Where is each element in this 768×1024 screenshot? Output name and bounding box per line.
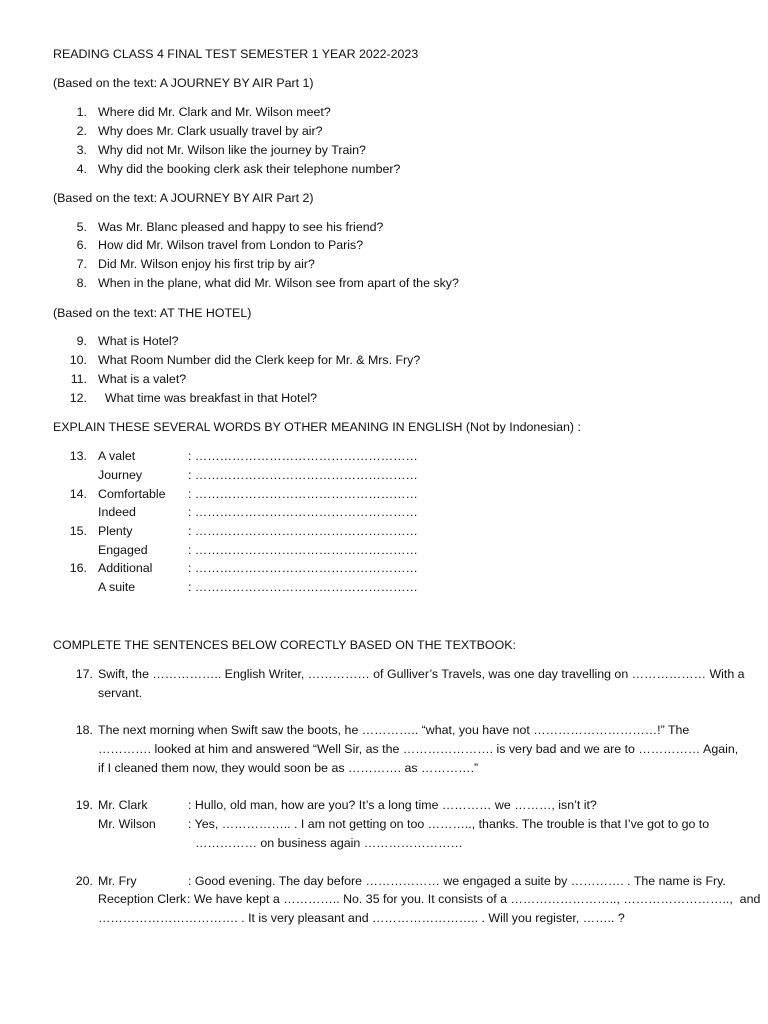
speaker-name: Mr. Clark [98, 798, 148, 812]
question-number: 10. [69, 353, 87, 367]
vocab-word: A suite [98, 580, 136, 594]
answer-blank: : ……………………………………………… [188, 487, 418, 501]
question-text: When in the plane, what did Mr. Wilson see from apart of the sky? [98, 276, 459, 290]
question-text: What is a valet? [98, 372, 187, 386]
question-text: Where did Mr. Clark and Mr. Wilson meet? [98, 105, 331, 119]
question-number: 4. [76, 162, 87, 176]
question-number: 8. [76, 276, 87, 290]
item-number: 13. [69, 449, 87, 463]
section-heading: EXPLAIN THESE SEVERAL WORDS BY OTHER MEANING IN ENGLISH (Not by Indonesian) : [53, 420, 581, 434]
section-heading: (Based on the text: A JOURNEY BY AIR Part 2) [53, 191, 314, 205]
question-text: What Room Number did the Clerk keep for Mr. & Mrs. Fry? [98, 353, 421, 367]
sentence-text: The next morning when Swift saw the boots, he ………….. “what, you have not …………………………!” The [98, 723, 690, 737]
vocab-word: A valet [98, 449, 136, 463]
question-number: 12. [69, 391, 87, 405]
dialogue-line: : Good evening. The day before ……………… we engaged a suite by …………. . The name is Fry. [188, 874, 726, 888]
sentence-text: servant. [98, 686, 143, 700]
question-text: Did Mr. Wilson enjoy his first trip by air? [98, 257, 315, 271]
vocab-word: Additional [98, 561, 153, 575]
answer-blank: : ……………………………………………… [188, 505, 418, 519]
dialogue-line: …………… on business again …………………… [195, 836, 463, 850]
section-heading: COMPLETE THE SENTENCES BELOW CORECTLY BASED ON THE TEXTBOOK: [53, 638, 516, 652]
question-text: What time was breakfast in that Hotel? [98, 391, 317, 405]
answer-blank: : ……………………………………………… [188, 580, 418, 594]
item-number: 19. [75, 798, 93, 812]
question-text: Why did not Mr. Wilson like the journey by Train? [98, 143, 366, 157]
dialogue-line: : We have kept a ………….. No. 35 for you. It consists of a …………………….., …………………….., and [187, 892, 761, 906]
answer-blank: : ……………………………………………… [188, 449, 418, 463]
speaker-name: Reception Clerk [98, 892, 187, 906]
item-number: 15. [69, 524, 87, 538]
section-heading: (Based on the text: AT THE HOTEL) [53, 306, 252, 320]
page-title: READING CLASS 4 FINAL TEST SEMESTER 1 YEAR 2022-2023 [53, 47, 419, 61]
dialogue-line: : Hullo, old man, how are you? It’s a long time ………… we ………, isn’t it? [188, 798, 597, 812]
question-text: Why does Mr. Clark usually travel by air? [98, 124, 323, 138]
item-number: 17. [75, 667, 93, 681]
vocab-word: Engaged [98, 543, 148, 557]
item-number: 14. [69, 487, 87, 501]
section-heading: (Based on the text: A JOURNEY BY AIR Part 1) [53, 76, 314, 90]
speaker-name: Mr. Wilson [98, 817, 156, 831]
vocab-word: Comfortable [98, 487, 166, 501]
vocab-word: Plenty [98, 524, 133, 538]
answer-blank: : ……………………………………………… [188, 524, 418, 538]
item-number: 20. [75, 874, 93, 888]
question-number: 1. [76, 105, 87, 119]
sentence-text: …………. looked at him and answered “Well Sir, as the …………………. is very bad and we are to …………… Again, [98, 742, 739, 756]
vocab-word: Indeed [98, 505, 136, 519]
answer-blank: : ……………………………………………… [188, 543, 418, 557]
sentence-text: if I cleaned them now, they would soon be as …………. as ………….” [98, 761, 479, 775]
question-number: 7. [76, 257, 87, 271]
question-number: 2. [76, 124, 87, 138]
question-text: How did Mr. Wilson travel from London to Paris? [98, 238, 364, 252]
speaker-name: Mr. Fry [98, 874, 137, 888]
question-text: Why did the booking clerk ask their telephone number? [98, 162, 401, 176]
question-number: 5. [76, 220, 87, 234]
answer-blank: : ……………………………………………… [188, 561, 418, 575]
question-number: 9. [76, 334, 87, 348]
question-text: Was Mr. Blanc pleased and happy to see his friend? [98, 220, 384, 234]
answer-blank: : ……………………………………………… [188, 468, 418, 482]
question-number: 3. [76, 143, 87, 157]
dialogue-line: : Yes, …………….. . I am not getting on too ……….., thanks. The trouble is that I’ve got to go to [188, 817, 710, 831]
dialogue-line: ……………………………. . It is very pleasant and …………………….. . Will you register, …….. ? [98, 911, 625, 925]
vocab-word: Journey [98, 468, 143, 482]
item-number: 18. [75, 723, 93, 737]
item-number: 16. [69, 561, 87, 575]
question-number: 6. [76, 238, 87, 252]
sentence-text: Swift, the …………….. English Writer, …………… of Gulliver’s Travels, was one day travelling on ……………… With a [98, 667, 745, 681]
question-text: What is Hotel? [98, 334, 179, 348]
question-number: 11. [70, 372, 87, 386]
